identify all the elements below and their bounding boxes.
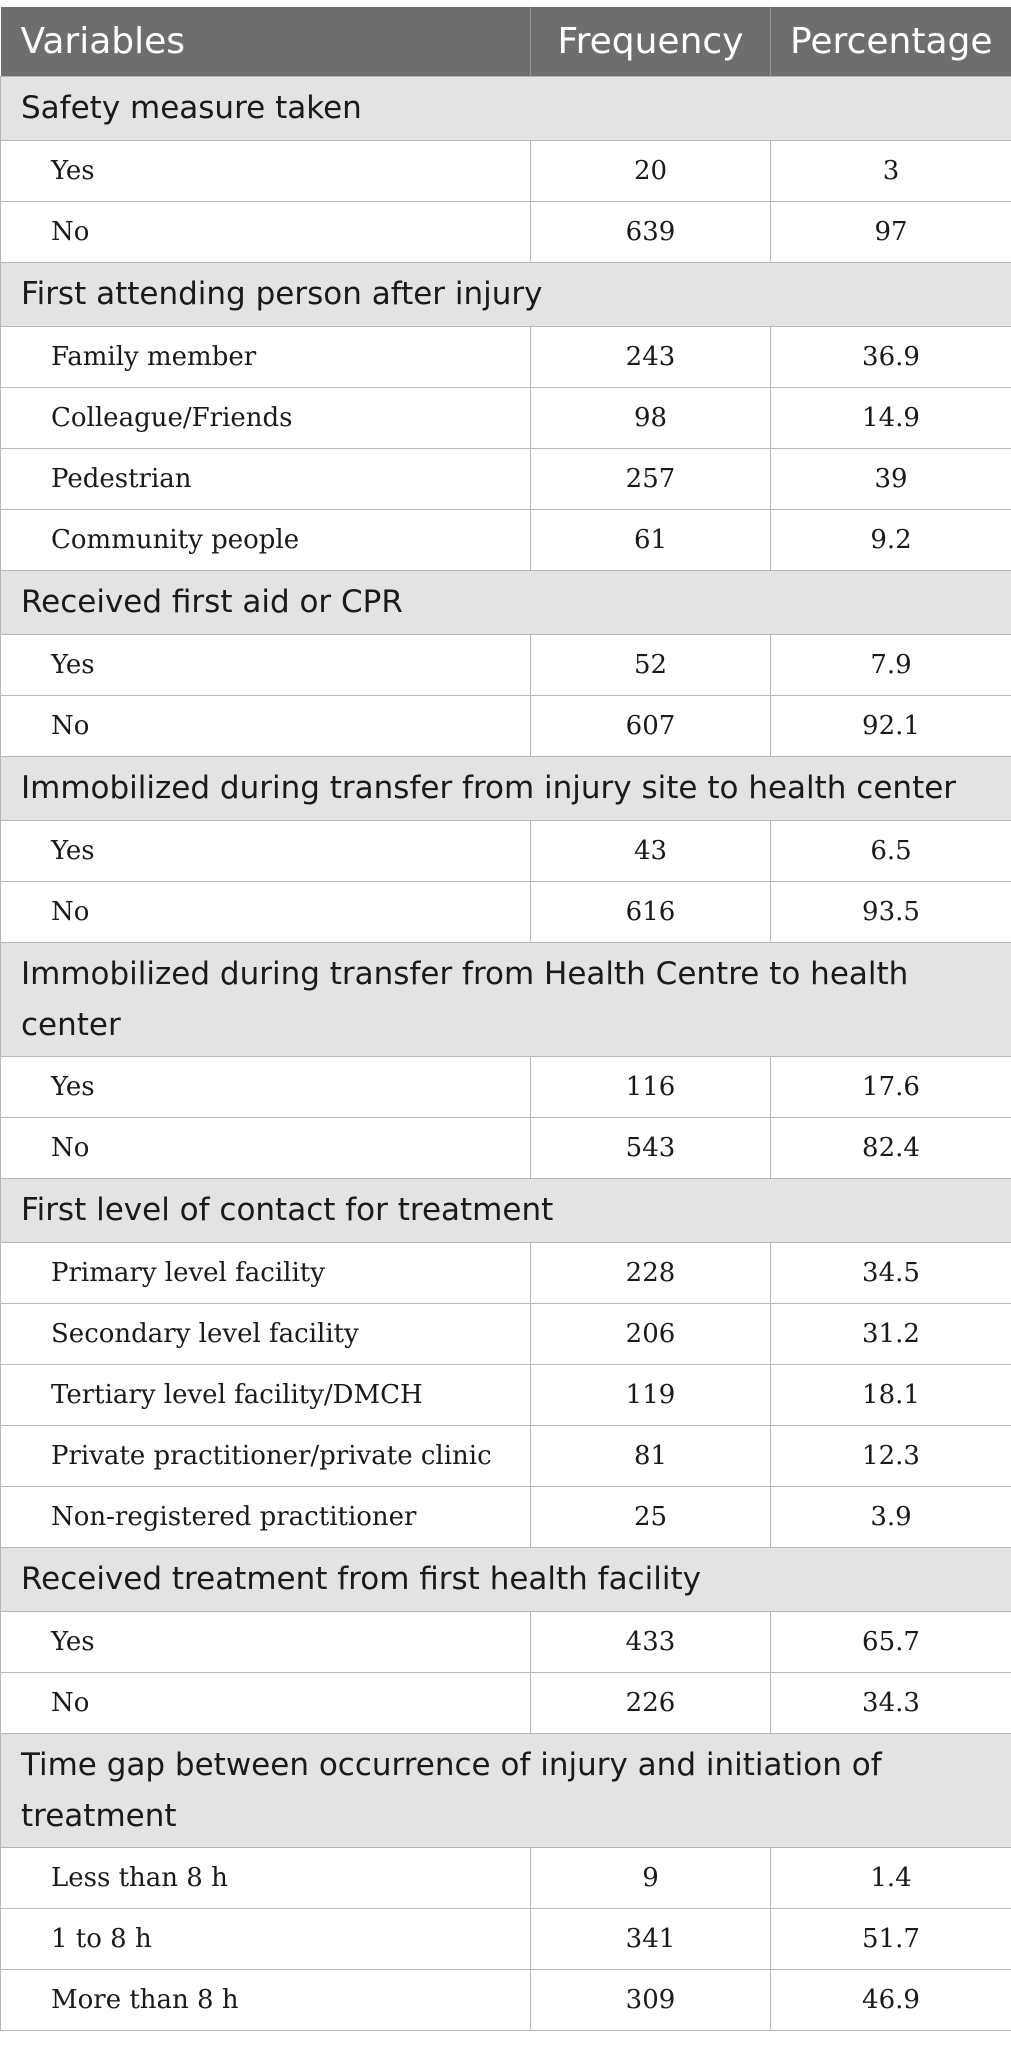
table-row xyxy=(1,1487,1011,1548)
table-row xyxy=(1,1970,1011,2031)
header-frequency: Frequency xyxy=(531,7,771,77)
frequency-cell: 43 xyxy=(531,821,771,882)
table-row xyxy=(1,202,1011,263)
frequency-cell: 639 xyxy=(531,202,771,263)
percentage-cell: 39 xyxy=(771,449,1011,510)
table-row xyxy=(1,882,1011,943)
table-row xyxy=(1,821,1011,882)
section-row xyxy=(1,77,1011,141)
section-title: First attending person after injury xyxy=(1,263,1011,327)
percentage-cell: 65.7 xyxy=(771,1612,1011,1673)
percentage-cell: 46.9 xyxy=(771,1970,1011,2031)
row-label: More than 8 h xyxy=(1,1970,531,2031)
section-title: Received first aid or CPR xyxy=(1,571,1011,635)
row-label: Yes xyxy=(1,141,531,202)
row-label: Pedestrian xyxy=(1,449,531,510)
frequency-cell: 433 xyxy=(531,1612,771,1673)
section-title: Time gap between occurrence of injury and initiation of treatment xyxy=(1,1734,1011,1848)
row-label: Private practitioner/private clinic xyxy=(1,1426,531,1487)
frequency-cell: 9 xyxy=(531,1848,771,1909)
section-title: Received treatment from first health facility xyxy=(1,1548,1011,1612)
row-label: No xyxy=(1,1118,531,1179)
table-row xyxy=(1,1426,1011,1487)
section-row xyxy=(1,571,1011,635)
table-row xyxy=(1,1304,1011,1365)
table-row xyxy=(1,1612,1011,1673)
frequency-cell: 543 xyxy=(531,1118,771,1179)
row-label: Colleague/Friends xyxy=(1,388,531,449)
header-row xyxy=(1,7,1011,77)
frequency-cell: 341 xyxy=(531,1909,771,1970)
frequency-cell: 226 xyxy=(531,1673,771,1734)
row-label: Community people xyxy=(1,510,531,571)
table-row xyxy=(1,327,1011,388)
percentage-cell: 18.1 xyxy=(771,1365,1011,1426)
row-label: Tertiary level facility/DMCH xyxy=(1,1365,531,1426)
table-row xyxy=(1,1848,1011,1909)
percentage-cell: 7.9 xyxy=(771,635,1011,696)
percentage-cell: 3.9 xyxy=(771,1487,1011,1548)
row-label: Yes xyxy=(1,821,531,882)
percentage-cell: 17.6 xyxy=(771,1057,1011,1118)
section-title: First level of contact for treatment xyxy=(1,1179,1011,1243)
row-label: Non-registered practitioner xyxy=(1,1487,531,1548)
row-label: No xyxy=(1,1673,531,1734)
frequency-cell: 206 xyxy=(531,1304,771,1365)
percentage-cell: 36.9 xyxy=(771,327,1011,388)
section-row xyxy=(1,943,1011,1057)
section-row xyxy=(1,757,1011,821)
frequency-cell: 228 xyxy=(531,1243,771,1304)
table-row xyxy=(1,1243,1011,1304)
percentage-cell: 31.2 xyxy=(771,1304,1011,1365)
row-label: Yes xyxy=(1,1057,531,1118)
section-title: Immobilized during transfer from injury site to health center xyxy=(1,757,1011,821)
section-row xyxy=(1,263,1011,327)
section-row xyxy=(1,1179,1011,1243)
frequency-cell: 119 xyxy=(531,1365,771,1426)
frequency-cell: 52 xyxy=(531,635,771,696)
row-label: Yes xyxy=(1,635,531,696)
frequency-cell: 607 xyxy=(531,696,771,757)
percentage-cell: 92.1 xyxy=(771,696,1011,757)
table-row xyxy=(1,1118,1011,1179)
table-row xyxy=(1,1909,1011,1970)
frequency-cell: 98 xyxy=(531,388,771,449)
frequency-cell: 257 xyxy=(531,449,771,510)
frequency-cell: 243 xyxy=(531,327,771,388)
section-title: Safety measure taken xyxy=(1,77,1011,141)
percentage-cell: 1.4 xyxy=(771,1848,1011,1909)
frequency-cell: 20 xyxy=(531,141,771,202)
percentage-cell: 34.5 xyxy=(771,1243,1011,1304)
section-row xyxy=(1,1548,1011,1612)
table-row xyxy=(1,141,1011,202)
row-label: No xyxy=(1,882,531,943)
table-row xyxy=(1,1365,1011,1426)
row-label: No xyxy=(1,696,531,757)
row-label: No xyxy=(1,202,531,263)
percentage-cell: 34.3 xyxy=(771,1673,1011,1734)
percentage-cell: 51.7 xyxy=(771,1909,1011,1970)
frequency-cell: 81 xyxy=(531,1426,771,1487)
percentage-cell: 14.9 xyxy=(771,388,1011,449)
percentage-cell: 6.5 xyxy=(771,821,1011,882)
data-table-container xyxy=(0,7,1011,2031)
percentage-cell: 3 xyxy=(771,141,1011,202)
table-row xyxy=(1,510,1011,571)
table-row xyxy=(1,635,1011,696)
frequency-cell: 309 xyxy=(531,1970,771,2031)
row-label: Family member xyxy=(1,327,531,388)
header-variables: Variables xyxy=(1,7,531,77)
row-label: Yes xyxy=(1,1612,531,1673)
section-title: Immobilized during transfer from Health Centre to health center xyxy=(1,943,1011,1057)
frequency-cell: 616 xyxy=(531,882,771,943)
percentage-cell: 97 xyxy=(771,202,1011,263)
row-label: Secondary level facility xyxy=(1,1304,531,1365)
frequency-cell: 25 xyxy=(531,1487,771,1548)
row-label: Primary level facility xyxy=(1,1243,531,1304)
data-table xyxy=(0,7,1011,2031)
table-row xyxy=(1,1057,1011,1118)
percentage-cell: 12.3 xyxy=(771,1426,1011,1487)
row-label: Less than 8 h xyxy=(1,1848,531,1909)
table-row xyxy=(1,388,1011,449)
header-percentage: Percentage xyxy=(771,7,1011,77)
percentage-cell: 93.5 xyxy=(771,882,1011,943)
row-label: 1 to 8 h xyxy=(1,1909,531,1970)
percentage-cell: 9.2 xyxy=(771,510,1011,571)
percentage-cell: 82.4 xyxy=(771,1118,1011,1179)
frequency-cell: 116 xyxy=(531,1057,771,1118)
section-row xyxy=(1,1734,1011,1848)
table-row xyxy=(1,696,1011,757)
table-row xyxy=(1,449,1011,510)
frequency-cell: 61 xyxy=(531,510,771,571)
table-row xyxy=(1,1673,1011,1734)
